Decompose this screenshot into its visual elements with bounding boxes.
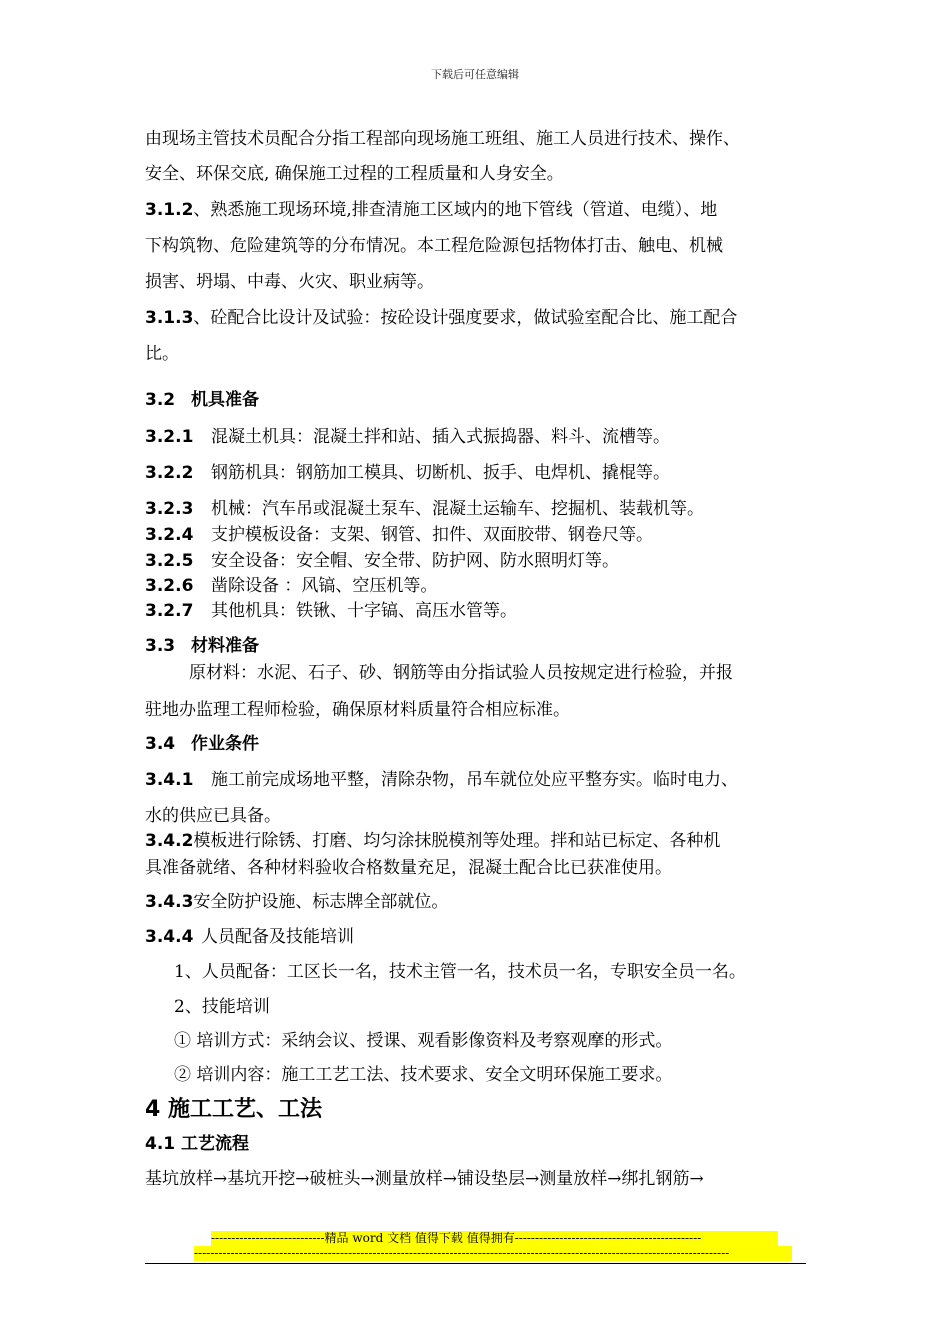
item-text: 其他机具：铁锹、十字镐、高压水管等。 (211, 601, 517, 621)
section-text: 、熟悉施工现场环境,排查清施工区域内的地下管线（管道、电缆）、地 (193, 200, 718, 220)
section-number: 3.1.3 (145, 308, 194, 328)
section-title: 作业条件 (191, 734, 259, 754)
section-text: 施工前完成场地平整，清除杂物，吊车就位处应平整夯实。临时电力、 (211, 770, 738, 790)
section-3-4-1-line (145, 769, 738, 791)
section-number: 3.4.3 (145, 892, 194, 912)
list-item: ② 培训内容：施工工艺工法、技术要求、安全文明环保施工要求。 (174, 1065, 673, 1085)
section-number: 3.4.1 (145, 770, 194, 790)
paragraph-line: 驻地办监理工程师检验，确保原材料质量符合相应标准。 (145, 700, 570, 720)
section-text: 模板进行除锈、打磨、均匀涂抹脱模剂等处理。拌和站已标定、各种机 (193, 831, 721, 851)
section-number: 3.2 (145, 390, 176, 410)
item-number: 3.2.1 (145, 427, 194, 447)
section-3-1-2-line (145, 199, 717, 221)
item-number: 3.2.3 (145, 499, 194, 519)
section-number: 3.3 (145, 636, 176, 656)
item-number: 3.2.4 (145, 525, 194, 545)
chapter-heading: 4 施工工艺、工法 (145, 1097, 322, 1122)
item-text: 安全设备：安全帽、安全带、防护网、防水照明灯等。 (211, 551, 619, 571)
section-3-2-heading (145, 389, 259, 411)
section-3-4-3-line (145, 891, 448, 913)
item-text: 钢筋机具：钢筋加工模具、切断机、扳手、电焊机、撬棍等。 (211, 463, 670, 483)
list-item-3-2-7 (145, 600, 517, 622)
list-item-3-2-1 (145, 426, 670, 448)
item-text: 支护模板设备：支架、钢管、扣件、双面胶带、钢卷尺等。 (211, 525, 653, 545)
section-3-4-2-line (145, 830, 720, 852)
section-title: 机具准备 (191, 390, 259, 410)
item-number: 3.2.5 (145, 551, 194, 571)
paragraph-line: 下构筑物、危险建筑等的分布情况。本工程危险源包括物体打击、触电、机械 (145, 236, 723, 256)
footer-banner-line-2: ------------------------------------------------------------------------------------------------------------------------------------ (194, 1246, 792, 1261)
list-item-3-2-3 (145, 498, 704, 520)
list-item-3-2-2 (145, 462, 670, 484)
list-item-3-2-6 (145, 575, 437, 597)
item-text: 机械：汽车吊或混凝土泵车、混凝土运输车、挖掘机、装载机等。 (211, 499, 704, 519)
paragraph-line: 具准备就绪、各种材料验收合格数量充足，混凝土配合比已获准使用。 (145, 858, 672, 878)
section-text: 安全防护设施、标志牌全部就位。 (193, 892, 449, 912)
section-3-4-heading (145, 733, 259, 755)
footer-banner-line-1: ----------------------------精品 word 文档 值得下载 值得拥有---------------------------------------------- (211, 1231, 778, 1246)
section-number: 3.4.4 (145, 927, 194, 947)
section-number: 3.1.2 (145, 200, 194, 220)
section-number: 3.4 (145, 734, 176, 754)
paragraph-line: 安全、环保交底, 确保施工过程的工程质量和人身安全。 (145, 164, 564, 184)
list-item: ① 培训方式：采纳会议、授课、观看影像资料及考察观摩的形式。 (174, 1031, 673, 1051)
section-3-3-heading (145, 635, 259, 657)
paragraph-line: 由现场主管技术员配合分指工程部向现场施工班组、施工人员进行技术、操作、 (145, 129, 740, 149)
list-item: 2、技能培训 (174, 997, 270, 1017)
footer-rule (145, 1263, 806, 1264)
list-item-3-2-4 (145, 524, 653, 546)
page-header: 下载后可任意编辑 (431, 68, 519, 81)
item-text: 混凝土机具：混凝土拌和站、插入式振捣器、料斗、流槽等。 (211, 427, 670, 447)
item-number: 3.2.2 (145, 463, 194, 483)
section-text: 、砼配合比设计及试验：按砼设计强度要求，做试验室配合比、施工配合 (193, 308, 738, 328)
section-text: 人员配备及技能培训 (201, 927, 354, 947)
list-item: 1、人员配备：工区长一名，技术主管一名，技术员一名，专职安全员一名。 (174, 962, 746, 982)
item-number: 3.2.7 (145, 601, 194, 621)
section-number: 3.4.2 (145, 831, 194, 851)
list-item-3-2-5 (145, 550, 619, 572)
paragraph-line: 比。 (145, 344, 179, 364)
item-number: 3.2.6 (145, 576, 194, 596)
section-3-4-4-line (145, 926, 354, 948)
section-3-1-3-line (145, 307, 737, 329)
subsection-heading: 4.1 工艺流程 (145, 1134, 250, 1154)
paragraph-line: 水的供应已具备。 (145, 806, 281, 826)
process-flow-line: 基坑放样→基坑开挖→破桩头→测量放样→铺设垫层→测量放样→绑扎钢筋→ (145, 1169, 704, 1189)
paragraph-line: 原材料：水泥、石子、砂、钢筋等由分指试验人员按规定进行检验，并报 (189, 663, 733, 683)
paragraph-line: 损害、坍塌、中毒、火灾、职业病等。 (145, 272, 434, 292)
section-title: 材料准备 (191, 636, 259, 656)
item-text: 凿除设备 ：风镐、空压机等。 (211, 576, 438, 596)
